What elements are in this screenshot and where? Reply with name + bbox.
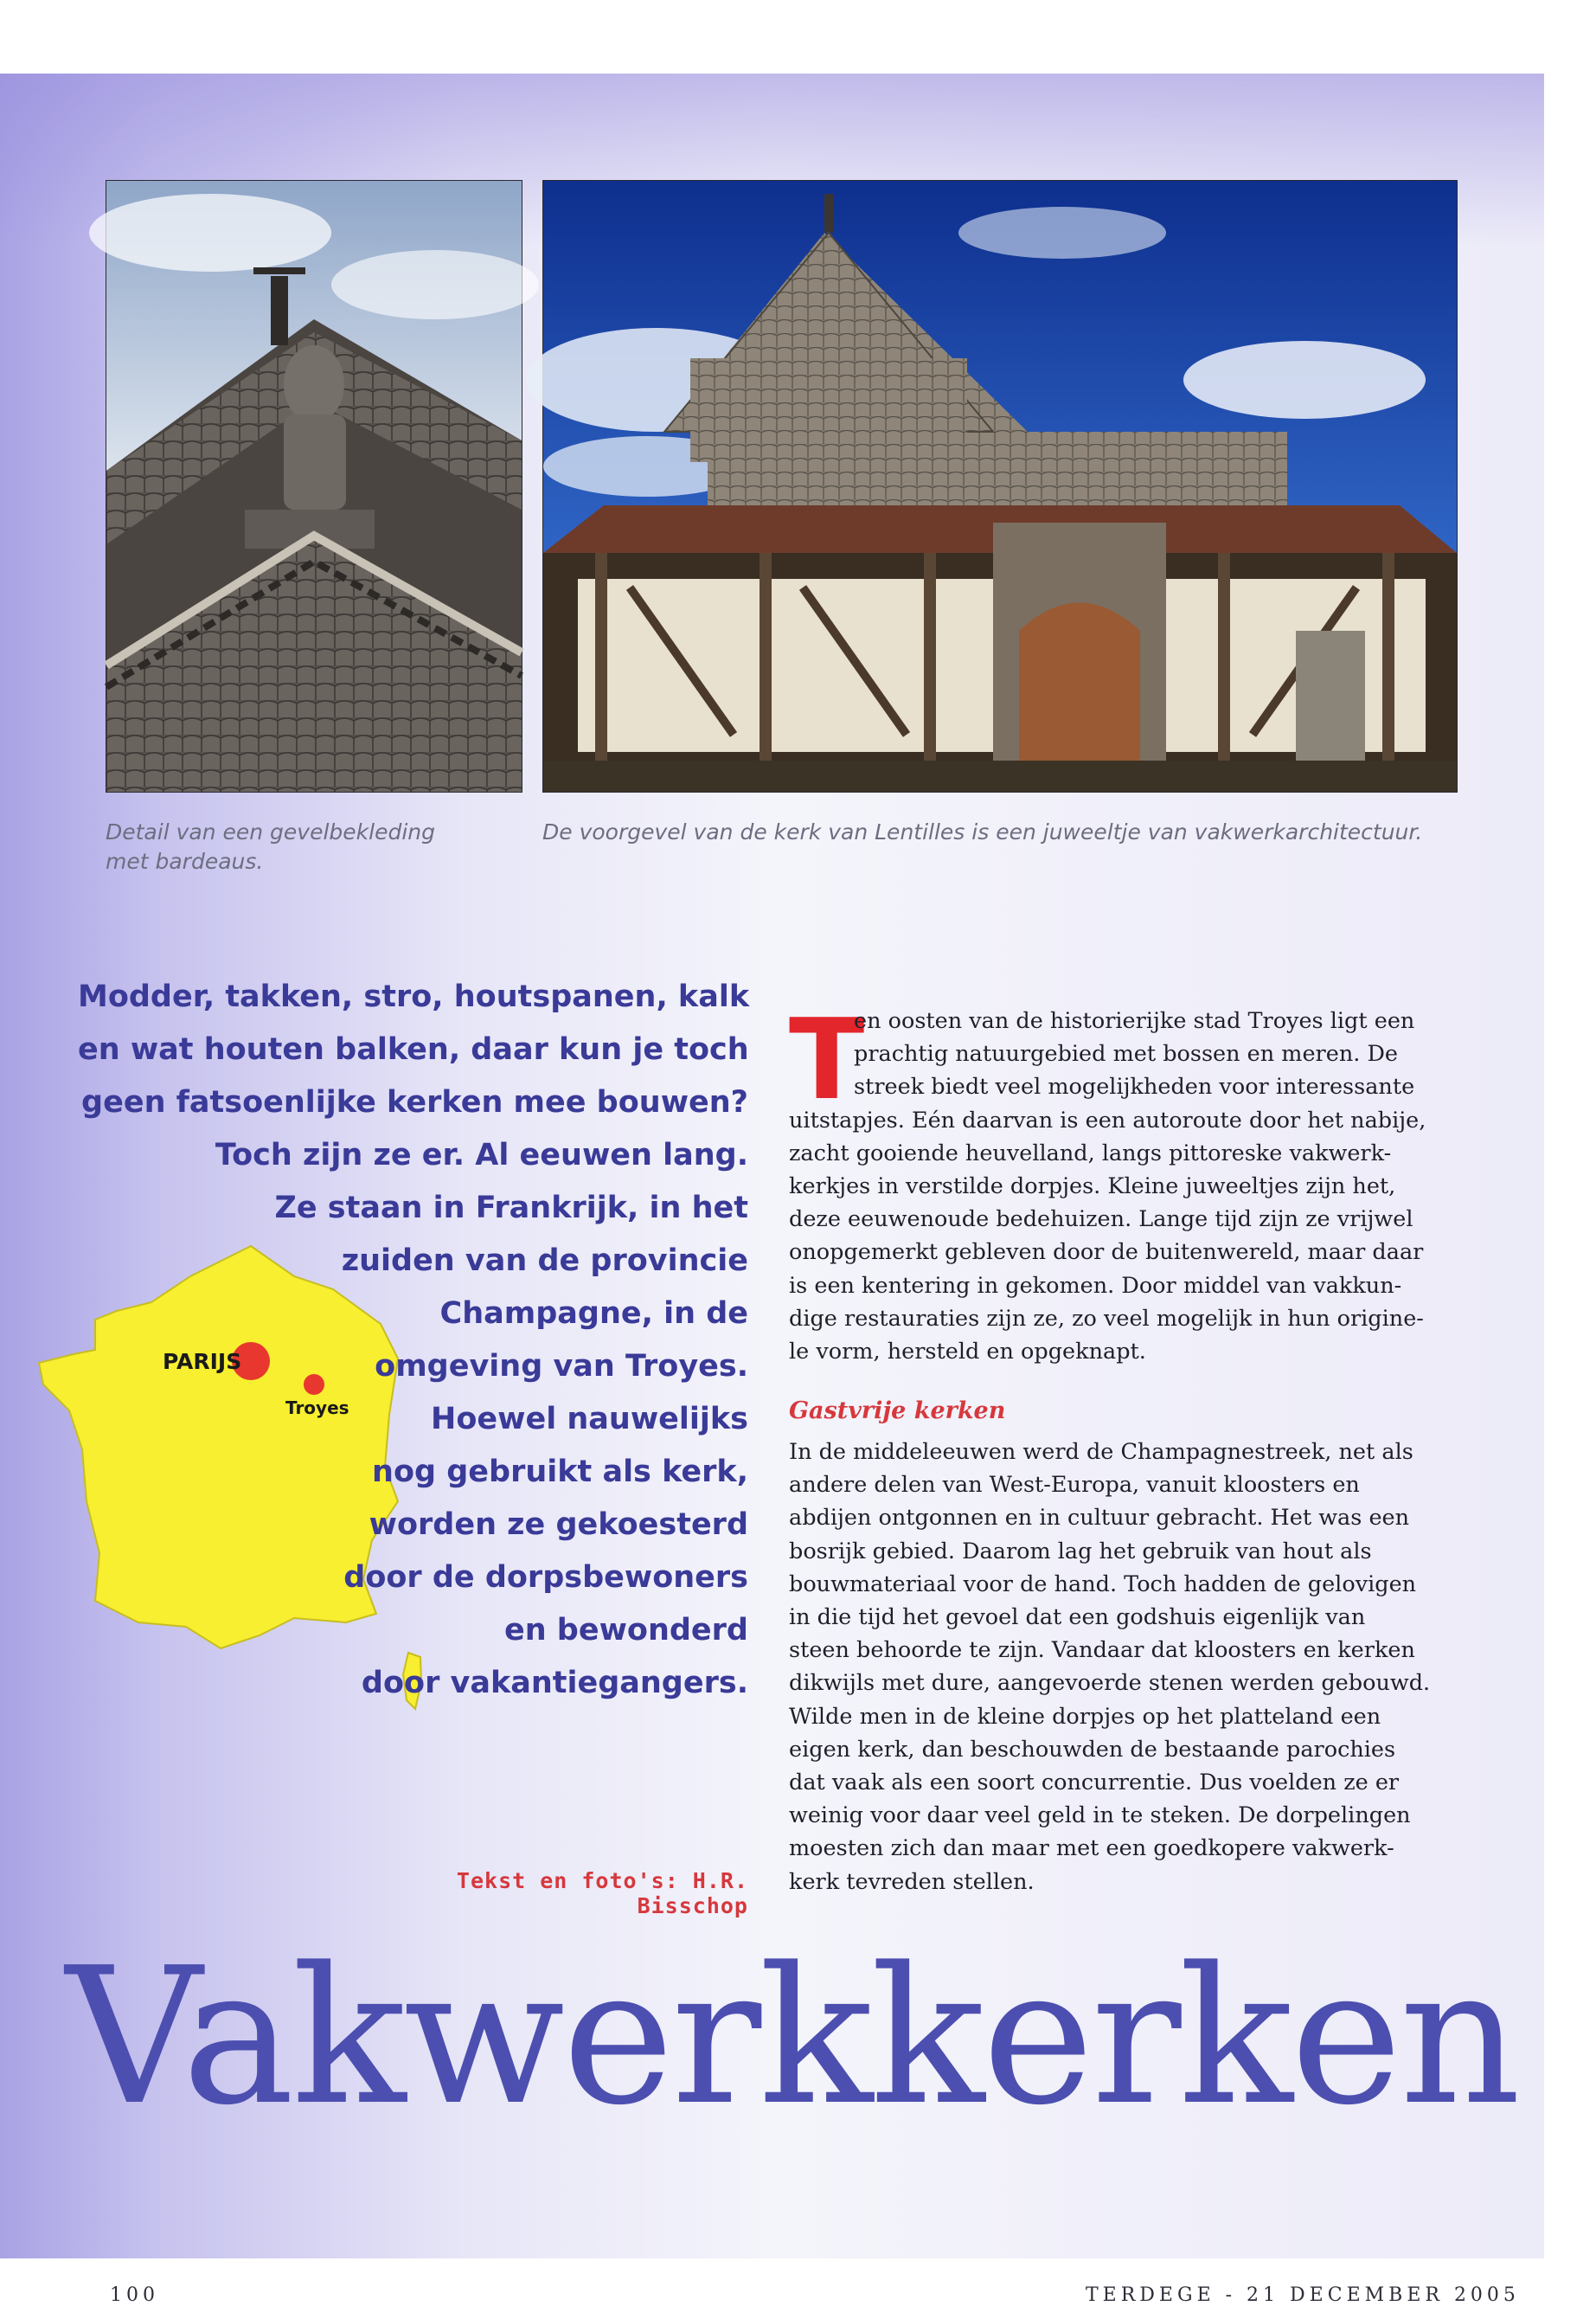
article-line: deze eeuwenoude bedehuizen. Lange tijd zijn ze vrijwel [789, 1206, 1413, 1233]
intro-line: Modder, takken, stro, houtspanen, kalk [78, 980, 750, 1014]
intro-line: nog gebruikt als kerk, [372, 1455, 748, 1489]
intro-line: worden ze gekoesterd [369, 1507, 748, 1542]
article-line: is een kentering in gekomen. Door middel van vakkun- [789, 1272, 1402, 1299]
intro-line: door de dorpsbewoners [343, 1560, 748, 1595]
article-line: dat vaak als een soort concurrentie. Dus voelden ze er [789, 1770, 1400, 1796]
author-credit: Tekst en foto's: H.R. Bisschop [456, 1868, 748, 1918]
magazine-page [0, 74, 1544, 2306]
article-line: kerkjes in verstilde dorpjes. Kleine juweeltjes zijn het, [789, 1173, 1396, 1200]
article-line: eigen kerk, dan beschouwden de bestaande parochies [789, 1736, 1396, 1763]
article-line: weinig voor daar veel geld in te steken. De dorpelingen [789, 1802, 1411, 1829]
article-line: en oosten van de historierijke stad Troyes ligt een [854, 1008, 1415, 1034]
troyes-label: Troyes [285, 1397, 349, 1418]
article-title: Vakwerkkerken [66, 1928, 1519, 2147]
intro-line: geen fatsoenlijke kerken mee bouwen? [81, 1085, 748, 1120]
photo-church-lentilles [542, 180, 1458, 793]
intro-line: Toch zijn ze er. Al eeuwen lang. [215, 1138, 748, 1172]
intro-line: en wat houten balken, daar kun je toch [78, 1032, 749, 1067]
publication-footer: TERDEGE - 21 DECEMBER 2005 [1086, 2284, 1520, 2306]
article-line: moesten zich dan maar met een goedkopere vakwerk- [789, 1835, 1394, 1862]
caption-right: De voorgevel van de kerk van Lentilles is een juweeltje van vakwerkarchitectuur. [542, 819, 1423, 845]
article-line: in die tijd het gevoel dat een godshuis eigenlijk van [789, 1604, 1366, 1631]
article-line: bosrijk gebied. Daarom lag het gebruik van hout als [789, 1538, 1372, 1564]
page-number: 100 [110, 2284, 159, 2306]
article-line: In de middeleeuwen werd de Champagnestreek, net als [789, 1439, 1413, 1465]
paris-label: PARIJS [163, 1349, 242, 1374]
section-subheading: Gastvrije kerken [789, 1397, 1006, 1424]
intro-text [78, 971, 748, 1710]
intro-line: door vakantiegangers. [361, 1666, 748, 1700]
article-line: steen behoorde te zijn. Vandaar dat kloosters en kerken [789, 1637, 1415, 1664]
intro-line: zuiden van de provincie [341, 1243, 748, 1278]
caption-left-line: met bardeaus. [106, 849, 264, 874]
article-line: kerk tevreden stellen. [789, 1868, 1035, 1895]
intro-line: omgeving van Troyes. [375, 1349, 748, 1384]
church-lentilles-illustration [543, 181, 1457, 792]
intro-line: en bewonderd [503, 1613, 748, 1648]
intro-line: Hoewel nauwelijks [431, 1402, 748, 1436]
article-line: dikwijls met dure, aangevoerde stenen werden gebouwd. [789, 1670, 1431, 1697]
article-line: le vorm, hersteld en opgeknapt. [789, 1339, 1146, 1365]
article-line: zacht gooiende heuvelland, langs pittoreske vakwerk- [789, 1140, 1392, 1166]
caption-left [106, 818, 486, 877]
intro-line: Champagne, in de [439, 1296, 748, 1331]
article-line: abdijen ontgonnen en in cultuur gebracht. Het was een [789, 1505, 1410, 1532]
article-paragraph-2 [789, 1436, 1472, 1898]
intro-line: Ze staan in Frankrijk, in het [274, 1191, 748, 1225]
article-line: streek biedt veel mogelijkheden voor interessante [854, 1074, 1415, 1101]
drop-cap: T [789, 996, 865, 1125]
article-line: prachtig natuurgebied met bossen en meren. De [854, 1041, 1399, 1068]
article-line: uitstapjes. Eén daarvan is een autoroute door het nabije, [789, 1107, 1426, 1134]
gable-detail-illustration [106, 181, 522, 792]
photo-gable-detail [106, 180, 522, 793]
article-paragraph-1 [789, 996, 1472, 1368]
article-line: Wilde men in de kleine dorpjes op het platteland een [789, 1703, 1381, 1730]
article-line: andere delen van West-Europa, vanuit kloosters en [789, 1472, 1360, 1499]
caption-left-line: Detail van een gevelbekleding [106, 819, 436, 845]
article-line: onopgemerkt gebleven door de buitenwereld, maar daar [789, 1239, 1424, 1266]
article-line: dige restauraties zijn ze, zo veel mogelijk in hun origine- [789, 1305, 1424, 1332]
article-line: bouwmateriaal voor de hand. Toch hadden de gelovigen [789, 1571, 1417, 1597]
